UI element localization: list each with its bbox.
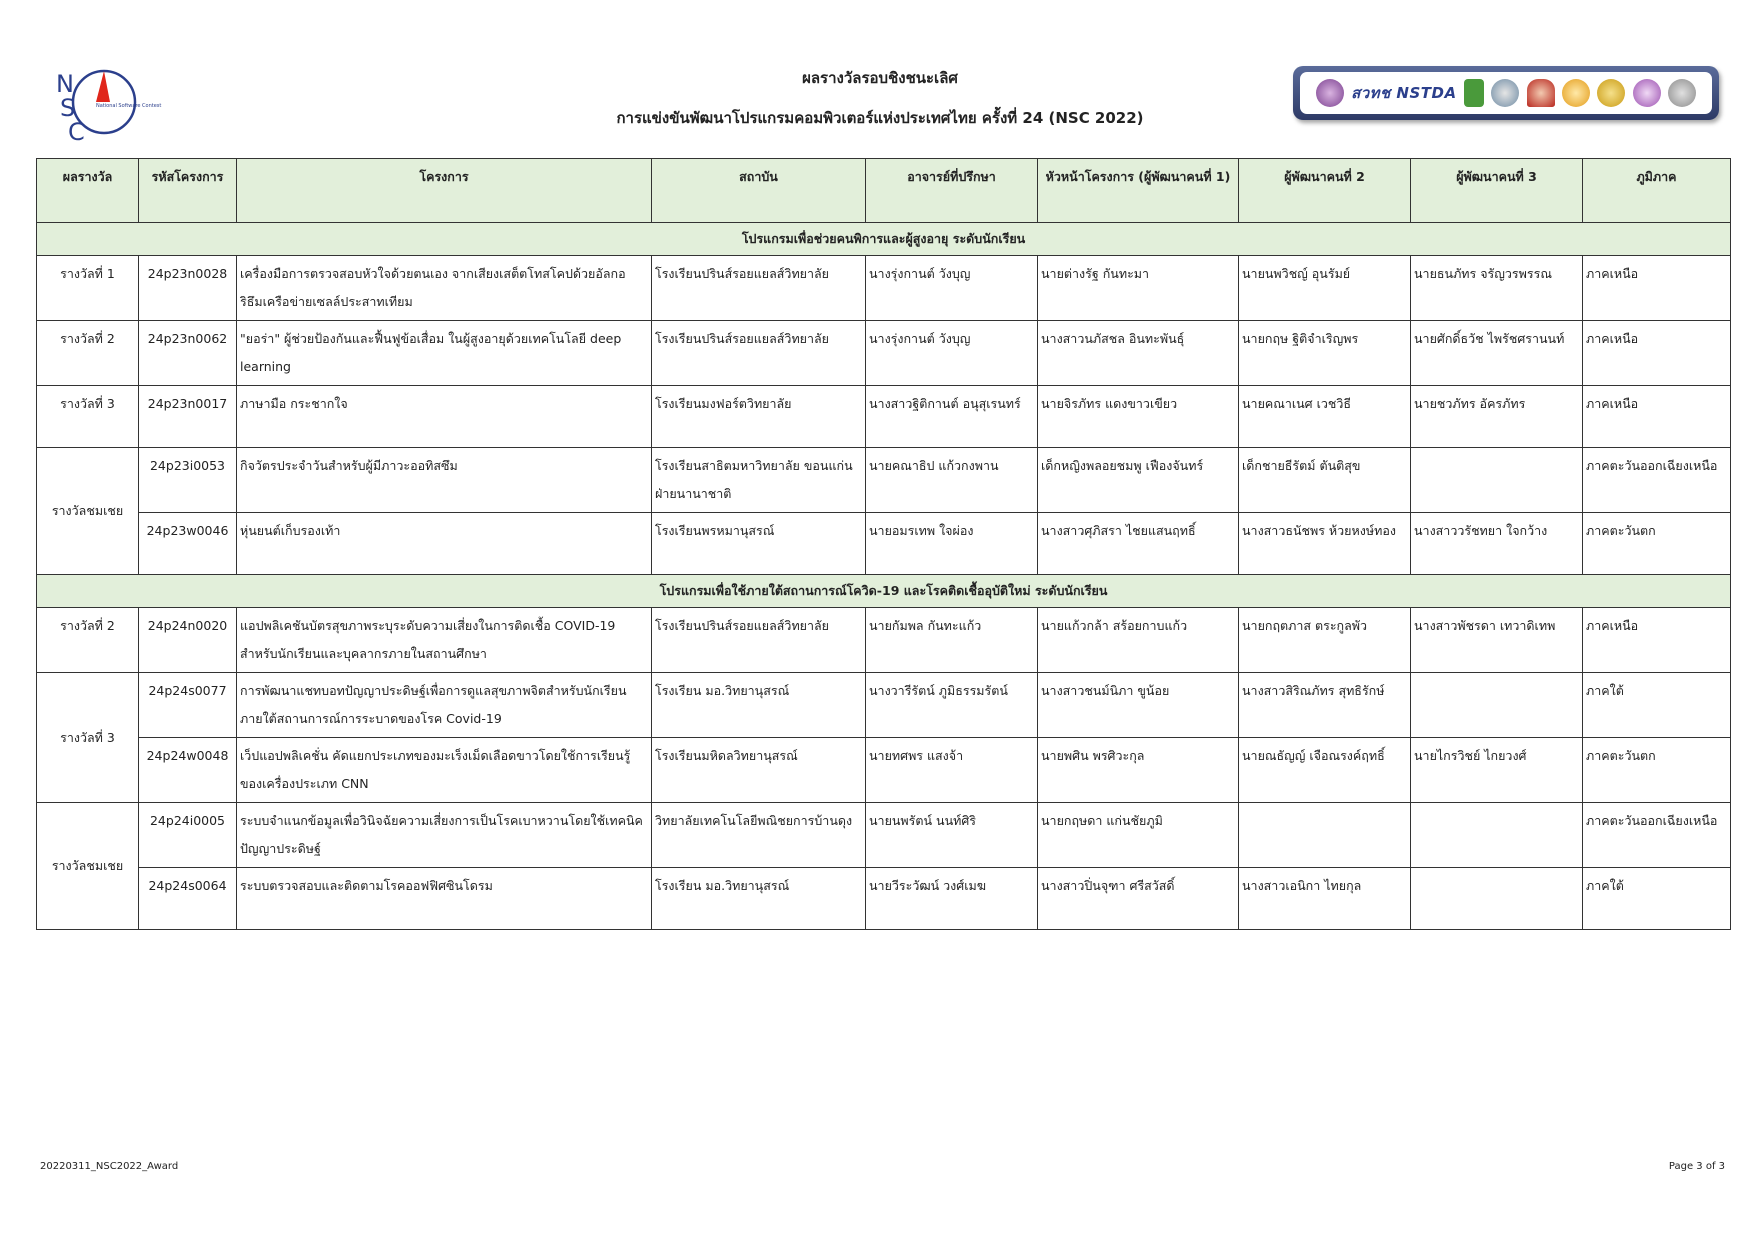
dev3-cell [1411,448,1583,513]
institute-cell: โรงเรียนปรินส์รอยแยลส์วิทยาลัย [652,256,866,321]
leader-cell: นายแก้วกล้า สร้อยกาบแก้ว [1038,608,1239,673]
code-cell: 24p24i0005 [139,803,237,868]
dev3-cell: นายชวภัทร อัครภัทร [1411,386,1583,448]
advisor-cell: นางรุ่งกานต์ วังบุญ [866,321,1038,386]
advisor-cell: นางสาวฐิติกานต์ อนุสุเรนทร์ [866,386,1038,448]
nsc-logo [52,62,162,152]
footer-doc-id: 20220311_NSC2022_Award [40,1161,179,1172]
region-cell: ภาคเหนือ [1583,256,1731,321]
project-cell: หุ่นยนต์เก็บรองเท้า [237,513,652,575]
col-header-project: โครงการ [237,159,652,223]
dev3-cell [1411,803,1583,868]
grey-seal-icon [1668,79,1696,107]
footer-page-number: Page 3 of 3 [1668,1161,1725,1172]
code-cell: 24p23n0062 [139,321,237,386]
purple-seal-icon [1633,79,1661,107]
award-cell: รางวัลที่ 3 [37,386,139,448]
svg-text:C: C [68,118,85,146]
region-cell: ภาคตะวันออกเฉียงเหนือ [1583,803,1731,868]
section-title: โปรแกรมเพื่อช่วยคนพิการและผู้สูงอายุ ระดับนักเรียน [37,223,1731,256]
advisor-cell: นางวารีรัตน์ ภูมิธรรมรัตน์ [866,673,1038,738]
section-row [37,223,1731,256]
advisor-cell: นายอมรเทพ ใจผ่อง [866,513,1038,575]
gold-seal-icon [1597,79,1625,107]
leader-cell: นางสาวศุภิสรา ไชยแสนฤทธิ์ [1038,513,1239,575]
table-row [37,608,1731,673]
project-cell: เครื่องมือการตรวจสอบหัวใจด้วยตนเอง จากเสียงเสต็ตโทสโคปด้วยอัลกอริธึมเครือข่ายเซลล์ประสาทเทียม [237,256,652,321]
region-cell: ภาคเหนือ [1583,386,1731,448]
region-cell: ภาคใต้ [1583,868,1731,930]
dev2-cell: นางสาวสิริณภัทร สุทธิรักษ์ [1239,673,1411,738]
dev3-cell: นายไกรวิชย์ ไกยวงศ์ [1411,738,1583,803]
institute-cell: โรงเรียน มอ.วิทยานุสรณ์ [652,673,866,738]
advisor-cell: นายคณาธิป แก้วกงพาน [866,448,1038,513]
dev2-cell: นายนพวิชญ์ อุนรัมย์ [1239,256,1411,321]
svg-text:N: N [56,70,74,98]
project-cell: เว็ปแอปพลิเคชั่น คัดแยกประเภทของมะเร็งเม็ดเลือดขาวโดยใช้การเรียนรู้ของเครื่องประเภท CNN [237,738,652,803]
col-header-dev3: ผู้พัฒนาคนที่ 3 [1411,159,1583,223]
flame-seal-icon [1562,79,1590,107]
advisor-cell: นายนพรัตน์ นนท์ศิริ [866,803,1038,868]
table-row [37,256,1731,321]
col-header-dev2: ผู้พัฒนาคนที่ 2 [1239,159,1411,223]
institute-cell: โรงเรียนปรินส์รอยแยลส์วิทยาลัย [652,608,866,673]
leader-cell: นายกฤษดา แก่นชัยภูมิ [1038,803,1239,868]
region-cell: ภาคใต้ [1583,673,1731,738]
col-header-leader: หัวหน้าโครงการ (ผู้พัฒนาคนที่ 1) [1038,159,1239,223]
green-seal-icon [1464,79,1484,107]
award-cell: รางวัลที่ 2 [37,608,139,673]
leader-cell: นางสาวปิ่นจุฑา ศรีสวัสดิ์ [1038,868,1239,930]
dev2-cell [1239,803,1411,868]
region-cell: ภาคตะวันตก [1583,738,1731,803]
project-cell: กิจวัตรประจำวันสำหรับผู้มีภาวะออทิสซึม [237,448,652,513]
dev2-cell: นางสาวธนัชพร ห้วยหงษ์ทอง [1239,513,1411,575]
code-cell: 24p24n0020 [139,608,237,673]
dev2-cell: นายกฤตภาส ตระกูลพัว [1239,608,1411,673]
project-cell: ระบบตรวจสอบและติดตามโรคออฟฟิศซินโดรม [237,868,652,930]
region-cell: ภาคตะวันตก [1583,513,1731,575]
col-header-award: ผลรางวัล [37,159,139,223]
project-cell: ภาษามือ กระชากใจ [237,386,652,448]
code-cell: 24p23w0046 [139,513,237,575]
title-block [520,62,1240,130]
institute-cell: โรงเรียนมหิดลวิทยานุสรณ์ [652,738,866,803]
col-header-region: ภูมิภาค [1583,159,1731,223]
project-cell: ระบบจำแนกข้อมูลเพื่อวินิจฉัยความเสี่ยงการเป็นโรคเบาหวานโดยใช้เทคนิคปัญญาประดิษฐ์ [237,803,652,868]
dev2-cell: เด็กชายธีรัตม์ ตันติสุข [1239,448,1411,513]
institute-cell: โรงเรียนสาธิตมหาวิทยาลัย ขอนแก่น ฝ่ายนานาชาติ [652,448,866,513]
sponsor-logo-strip [1293,66,1719,120]
leader-cell: เด็กหญิงพลอยชมพู เฟืองจันทร์ [1038,448,1239,513]
col-header-institute: สถาบัน [652,159,866,223]
dev2-cell: นางสาวเอนิกา ไทยกุล [1239,868,1411,930]
page-title: ผลรางวัลรอบชิงชนะเลิศ [802,69,958,87]
advisor-cell: นายทศพร แสงจ้า [866,738,1038,803]
table-row [37,868,1731,930]
table-row [37,673,1731,738]
table-row [37,513,1731,575]
dev3-cell: นายธนภัทร จรัญวรพรรณ [1411,256,1583,321]
dev3-cell: นายศักดิ์ธวัช ไพรัชศรานนท์ [1411,321,1583,386]
advisor-cell: นายกัมพล กันทะแก้ว [866,608,1038,673]
award-cell: รางวัลชมเชย [37,803,139,930]
institute-cell: วิทยาลัยเทคโนโลยีพณิชยการบ้านดุง [652,803,866,868]
institute-cell: โรงเรียนปรินส์รอยแยลส์วิทยาลัย [652,321,866,386]
leader-cell: นางสาวนภัสชล อินทะพันธุ์ [1038,321,1239,386]
award-cell: รางวัลที่ 1 [37,256,139,321]
leader-cell: นายต่างรัฐ กันทะมา [1038,256,1239,321]
col-header-advisor: อาจารย์ที่ปรึกษา [866,159,1038,223]
nstda-logo: สวทช NSTDA [1351,84,1457,102]
dev2-cell: นายกฤษ ฐิติจำเริญพร [1239,321,1411,386]
code-cell: 24p23n0028 [139,256,237,321]
dev3-cell [1411,868,1583,930]
dev3-cell [1411,673,1583,738]
code-cell: 24p23i0053 [139,448,237,513]
leader-cell: นายจิรภัทร แดงขาวเขียว [1038,386,1239,448]
dev2-cell: นายคณาเนศ เวชวิธี [1239,386,1411,448]
table-row [37,803,1731,868]
advisor-cell: นายวีระวัฒน์ วงศ์เมฆ [866,868,1038,930]
table-header-row [37,159,1731,223]
region-cell: ภาคเหนือ [1583,321,1731,386]
institute-cell: โรงเรียน มอ.วิทยานุสรณ์ [652,868,866,930]
col-header-code: รหัสโครงการ [139,159,237,223]
award-table [36,158,1731,930]
table-row [37,321,1731,386]
svg-text:S: S [60,94,76,122]
gear-seal-icon [1491,79,1519,107]
award-cell: รางวัลชมเชย [37,448,139,575]
emblem-icon [1316,79,1344,107]
section-title: โปรแกรมเพื่อใช้ภายใต้สถานการณ์โควิด-19 และโรคติดเชื้ออุบัติใหม่ ระดับนักเรียน [37,575,1731,608]
code-cell: 24p23n0017 [139,386,237,448]
project-cell: "ยอร่า" ผู้ช่วยป้องกันและฟื้นฟูข้อเสื่อม ในผู้สูงอายุด้วยเทคโนโลยี deep learning [237,321,652,386]
table-row [37,448,1731,513]
code-cell: 24p24w0048 [139,738,237,803]
award-cell: รางวัลที่ 3 [37,673,139,803]
temple-seal-icon [1527,79,1555,107]
nsc-logo-text: National Software Contest [96,103,162,109]
project-cell: การพัฒนาแชทบอทปัญญาประดิษฐ์เพื่อการดูแลสุขภาพจิตสำหรับนักเรียนภายใต้สถานการณ์การระบาดของโรค Covid-19 [237,673,652,738]
advisor-cell: นางรุ่งกานต์ วังบุญ [866,256,1038,321]
code-cell: 24p24s0064 [139,868,237,930]
leader-cell: นายพศิน พรศิวะกุล [1038,738,1239,803]
institute-cell: โรงเรียนมงฟอร์ตวิทยาลัย [652,386,866,448]
section-row [37,575,1731,608]
dev2-cell: นายณธัญญ์ เจือณรงค์ฤทธิ์ [1239,738,1411,803]
table-row [37,386,1731,448]
table-row [37,738,1731,803]
dev3-cell: นางสาววรัชทยา ใจกว้าง [1411,513,1583,575]
dev3-cell: นางสาวพัชรดา เทวาดิเทพ [1411,608,1583,673]
region-cell: ภาคเหนือ [1583,608,1731,673]
award-cell: รางวัลที่ 2 [37,321,139,386]
institute-cell: โรงเรียนพรหมานุสรณ์ [652,513,866,575]
region-cell: ภาคตะวันออกเฉียงเหนือ [1583,448,1731,513]
project-cell: แอปพลิเคชันบัตรสุขภาพระบุระดับความเสี่ยงในการติดเชื้อ COVID-19 สำหรับนักเรียนและบุคลากรภายในสถานศึกษา [237,608,652,673]
leader-cell: นางสาวชนม์นิภา ขูน้อย [1038,673,1239,738]
page-subtitle: การแข่งขันพัฒนาโปรแกรมคอมพิวเตอร์แห่งประเทศไทย ครั้งที่ 24 (NSC 2022) [616,109,1144,127]
code-cell: 24p24s0077 [139,673,237,738]
